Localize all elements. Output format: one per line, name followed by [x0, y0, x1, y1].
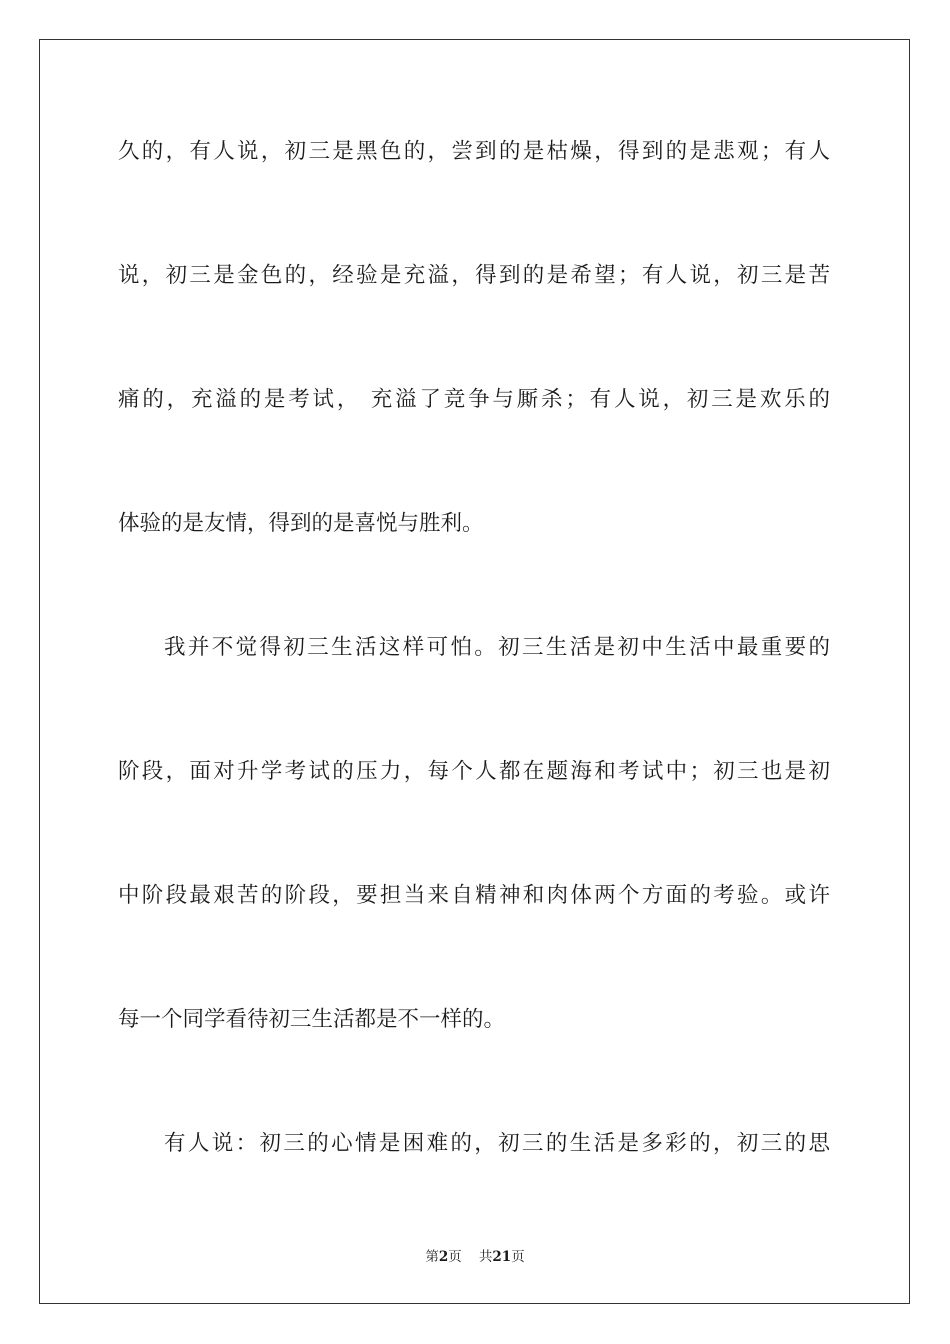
text-line: 体验的是友情，得到的是喜悦与胜利。	[118, 511, 484, 536]
total-pages: 21	[492, 1249, 512, 1265]
page-suffix: 页	[448, 1249, 462, 1265]
page-border	[39, 39, 910, 1304]
text-line: 有人说：初三的心情是困难的，初三的生活是多彩的，初三的思	[164, 1131, 830, 1156]
total-suffix: 页	[511, 1249, 525, 1265]
text-line: 说，初三是金色的，经验是充溢，得到的是希望；有人说，初三是苦	[118, 263, 830, 288]
text-line: 阶段，面对升学考试的压力，每个人都在题海和考试中；初三也是初	[118, 759, 830, 784]
text-line: 每一个同学看待初三生活都是不一样的。	[118, 1007, 506, 1032]
page-prefix: 第	[425, 1249, 439, 1265]
text-line: 痛的，充溢的是考试， 充溢了竞争与厮杀；有人说，初三是欢乐的	[118, 387, 830, 412]
page-number: 2	[438, 1249, 449, 1265]
text-line: 中阶段最艰苦的阶段，要担当来自精神和肉体两个方面的考验。或许	[118, 883, 830, 908]
total-prefix: 共	[478, 1249, 493, 1265]
text-line: 我并不觉得初三生活这样可怕。初三生活是初中生活中最重要的	[164, 635, 830, 660]
page-footer	[0, 1247, 950, 1267]
text-line: 久的，有人说，初三是黑色的，尝到的是枯燥，得到的是悲观；有人	[118, 139, 830, 164]
